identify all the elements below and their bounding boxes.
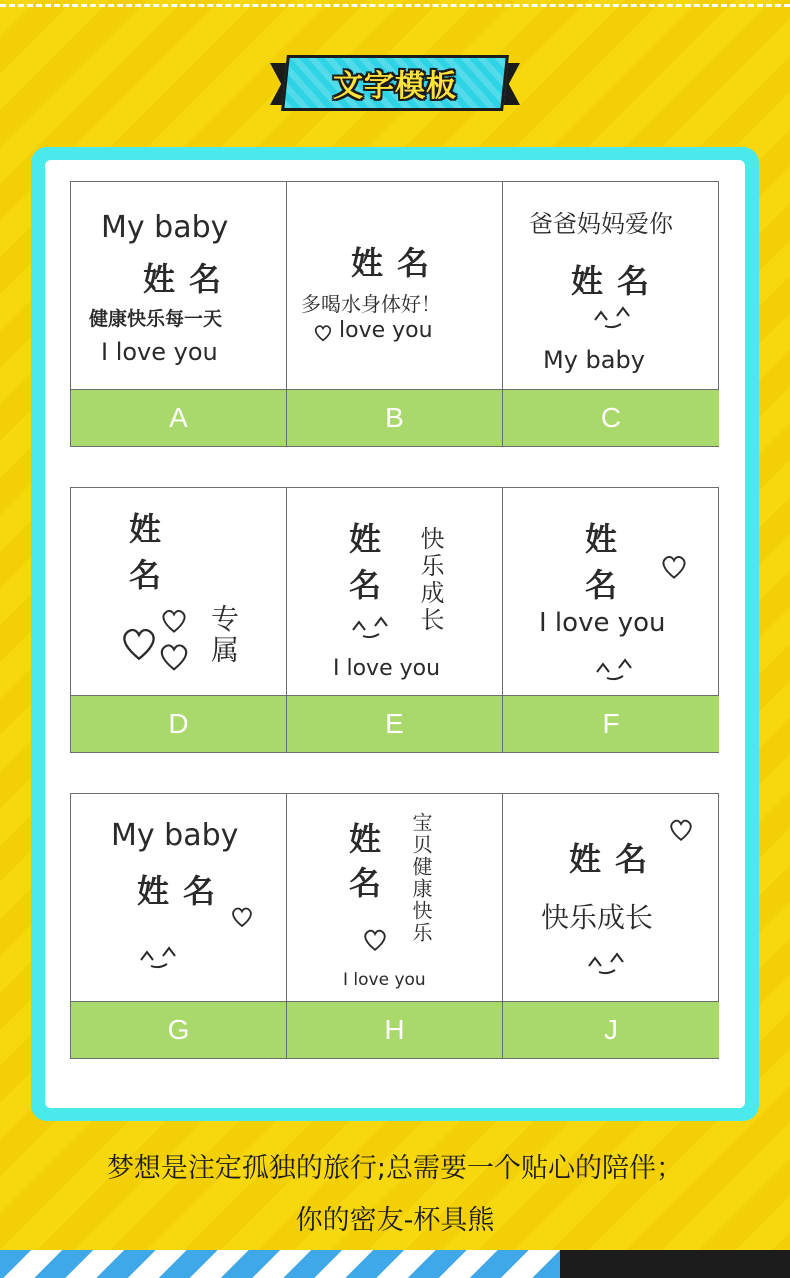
text-line: I love you (101, 338, 218, 366)
text-line: 名 (585, 566, 632, 604)
text-line: 姓名 (569, 840, 662, 878)
heart-icon (119, 626, 159, 662)
heart-icon (659, 554, 689, 580)
text-line: My baby (101, 210, 229, 245)
smile-eyes-icon (595, 658, 635, 682)
text-line: 快乐成长 (541, 901, 654, 934)
text-line: I love you (539, 608, 666, 638)
card-face (503, 794, 719, 1001)
text-line: 姓 (129, 510, 176, 548)
template-row-1 (70, 181, 719, 447)
template-label: D (71, 695, 286, 752)
card-face (287, 794, 502, 1001)
template-card-b[interactable] (287, 182, 503, 446)
text-line: love you (339, 318, 433, 343)
template-card-c[interactable] (503, 182, 719, 446)
template-label: H (287, 1001, 502, 1058)
template-card-d[interactable] (71, 488, 287, 752)
text-line: 姓 (349, 820, 396, 858)
text-line: 健康快乐每一天 (89, 308, 223, 330)
card-face (503, 182, 719, 389)
heart-icon (667, 818, 695, 842)
footer-slogan: 梦想是注定孤独的旅行;总需要一个贴心的陪伴； (106, 1153, 684, 1184)
text-line: 快乐成长 (416, 526, 444, 634)
template-card-f[interactable] (503, 488, 719, 752)
text-line: 多喝水身体好！ (301, 292, 441, 316)
template-card-g[interactable] (71, 794, 287, 1058)
smile-eyes-icon (351, 616, 391, 640)
template-card-j[interactable] (503, 794, 719, 1058)
smile-eyes-icon (593, 306, 633, 330)
text-line: My baby (543, 346, 645, 374)
top-dashed-line (0, 4, 790, 7)
text-line: 名 (129, 556, 176, 594)
text-line: 姓名 (351, 244, 444, 282)
template-label: B (287, 389, 502, 446)
text-line: 姓名 (137, 872, 230, 910)
text-line: 姓名 (571, 262, 664, 300)
card-face (287, 488, 502, 695)
template-label: C (503, 389, 719, 446)
heart-icon (313, 324, 333, 342)
template-label: F (503, 695, 719, 752)
heart-icon (361, 928, 389, 952)
card-face (71, 794, 286, 1001)
card-face (71, 488, 286, 695)
text-line: My baby (111, 818, 239, 853)
smile-eyes-icon (139, 946, 179, 970)
footer-brand-line: 你的密友-杯具熊 (295, 1205, 495, 1236)
card-face (503, 488, 719, 695)
text-line: 宝贝健康快乐 (409, 812, 433, 944)
template-row-2 (70, 487, 719, 753)
bottom-stripe-band (0, 1250, 790, 1278)
text-line: 姓 (349, 520, 396, 558)
template-row-3 (70, 793, 719, 1059)
template-card-a[interactable] (71, 182, 287, 446)
section-title: 文字模板 (333, 69, 457, 104)
text-line: 名 (349, 864, 396, 902)
text-line: 姓名 (143, 260, 236, 298)
heart-icon (159, 608, 189, 634)
title-ribbon (270, 55, 520, 113)
text-line: I love you (333, 656, 441, 681)
card-face (71, 182, 286, 389)
text-line: 专属 (207, 604, 240, 666)
template-card-h[interactable] (287, 794, 503, 1058)
text-line: 爸爸妈妈爱你 (529, 210, 673, 238)
heart-icon (157, 642, 191, 672)
template-label: G (71, 1001, 286, 1058)
template-label: A (71, 389, 286, 446)
heart-icon (229, 906, 255, 928)
text-line: 姓 (585, 520, 632, 558)
template-label: J (503, 1001, 719, 1058)
text-line: 名 (349, 566, 396, 604)
template-card-e[interactable] (287, 488, 503, 752)
card-face (287, 182, 502, 389)
smile-eyes-icon (587, 952, 627, 976)
text-line: I love you (343, 970, 426, 990)
template-label: E (287, 695, 502, 752)
blue-stripes (0, 1250, 560, 1278)
